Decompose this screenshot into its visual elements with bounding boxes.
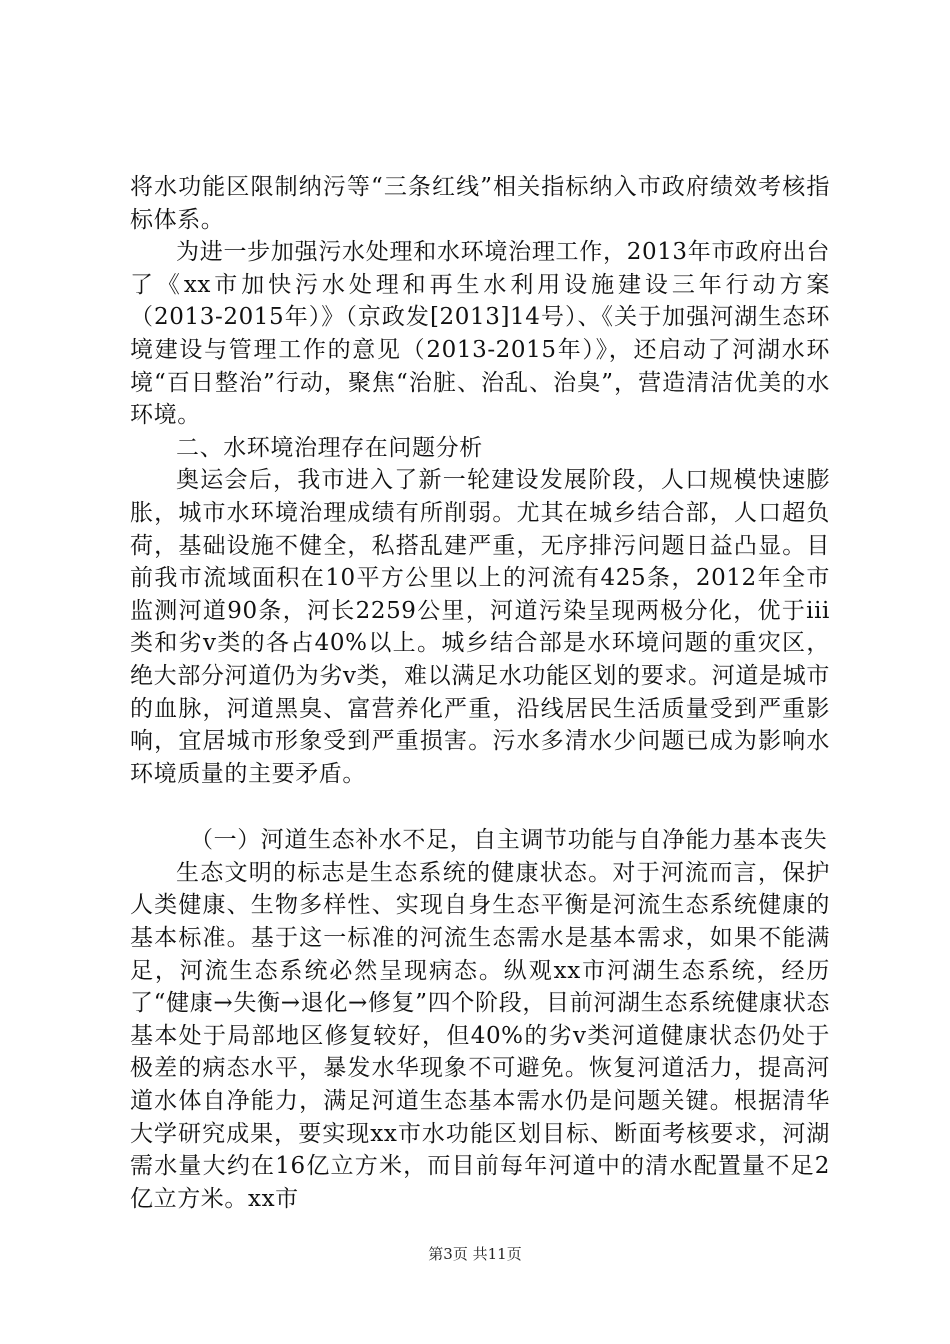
paragraph-problem-analysis: 奥运会后，我市进入了新一轮建设发展阶段，人口规模快速膨胀，城市水环境治理成绩有所削弱。尤其在城乡结合部，人口超负荷，基础设施不健全，私搭乱建严重，无序排污问题日益凸显。目前我市流域面积在10平方公里以上的河流有425条，2012年全市监测河道90条，河长2259公里，河道污染呈现两极分化，优于iii类和劣ⅴ类的各占40%以上。城乡结合部是水环境问题的重灾区，绝大部分河道仍为劣ⅴ类，难以满足水功能区划的要求。河道是城市的血脉，河道黑臭、富营养化严重，沿线居民生活质量受到严重影响，宜居城市形象受到严重损害。污水多清水少问题已成为影响水环境质量的主要矛盾。 [130,467,830,787]
paragraph-gap [130,790,830,824]
paragraph-ecology: 生态文明的标志是生态系统的健康状态。对于河流而言，保护人类健康、生物多样性、实现自身生态平衡是河流生态系统健康的基本标准。基于这一标准的河流生态需水是基本需求，如果不能满足，河流生态系统必然呈现病态。纵观xx市河湖生态系统，经历了“健康→失衡→退化→修复”四个阶段，目前河湖生态系统健康状态基本处于局部地区修复较好，但40%的劣ⅴ类河道健康状态仍处于极差的病态水平，暴发水华现象不可避免。恢复河道活力，提高河道水体自净能力，满足河道生态基本需水仍是问题关键。根据清华大学研究成果，要实现xx市水功能区划目标、断面考核要求，河湖需水量大约在16亿立方米，而目前每年河道中的清水配置量不足2亿立方米。xx市 [130,859,830,1212]
paragraph-continuation: 将水功能区限制纳污等“三条红线”相关指标纳入市政府绩效考核指标体系。 [130,174,830,233]
subsection-heading: （一）河道生态补水不足，自主调节功能与自净能力基本丧失 [190,827,828,854]
document-body [130,171,830,1215]
paragraph-policy: 为进一步加强污水处理和水环境治理工作，2013年市政府出台了《xx市加快污水处理和再生水利用设施建设三年行动方案（2013-2015年）》（京政发[2013]14号）、《关于加强河湖生态环境建设与管理工作的意见（2013-2015年）》，还启动了河湖水环境“百日整治”行动，聚焦“治脏、治乱、治臭”，营造清洁优美的水环境。 [130,239,830,429]
page-number-footer: 第3页 共11页 [428,1245,522,1263]
section-heading: 二、水环境治理存在问题分析 [176,434,483,461]
